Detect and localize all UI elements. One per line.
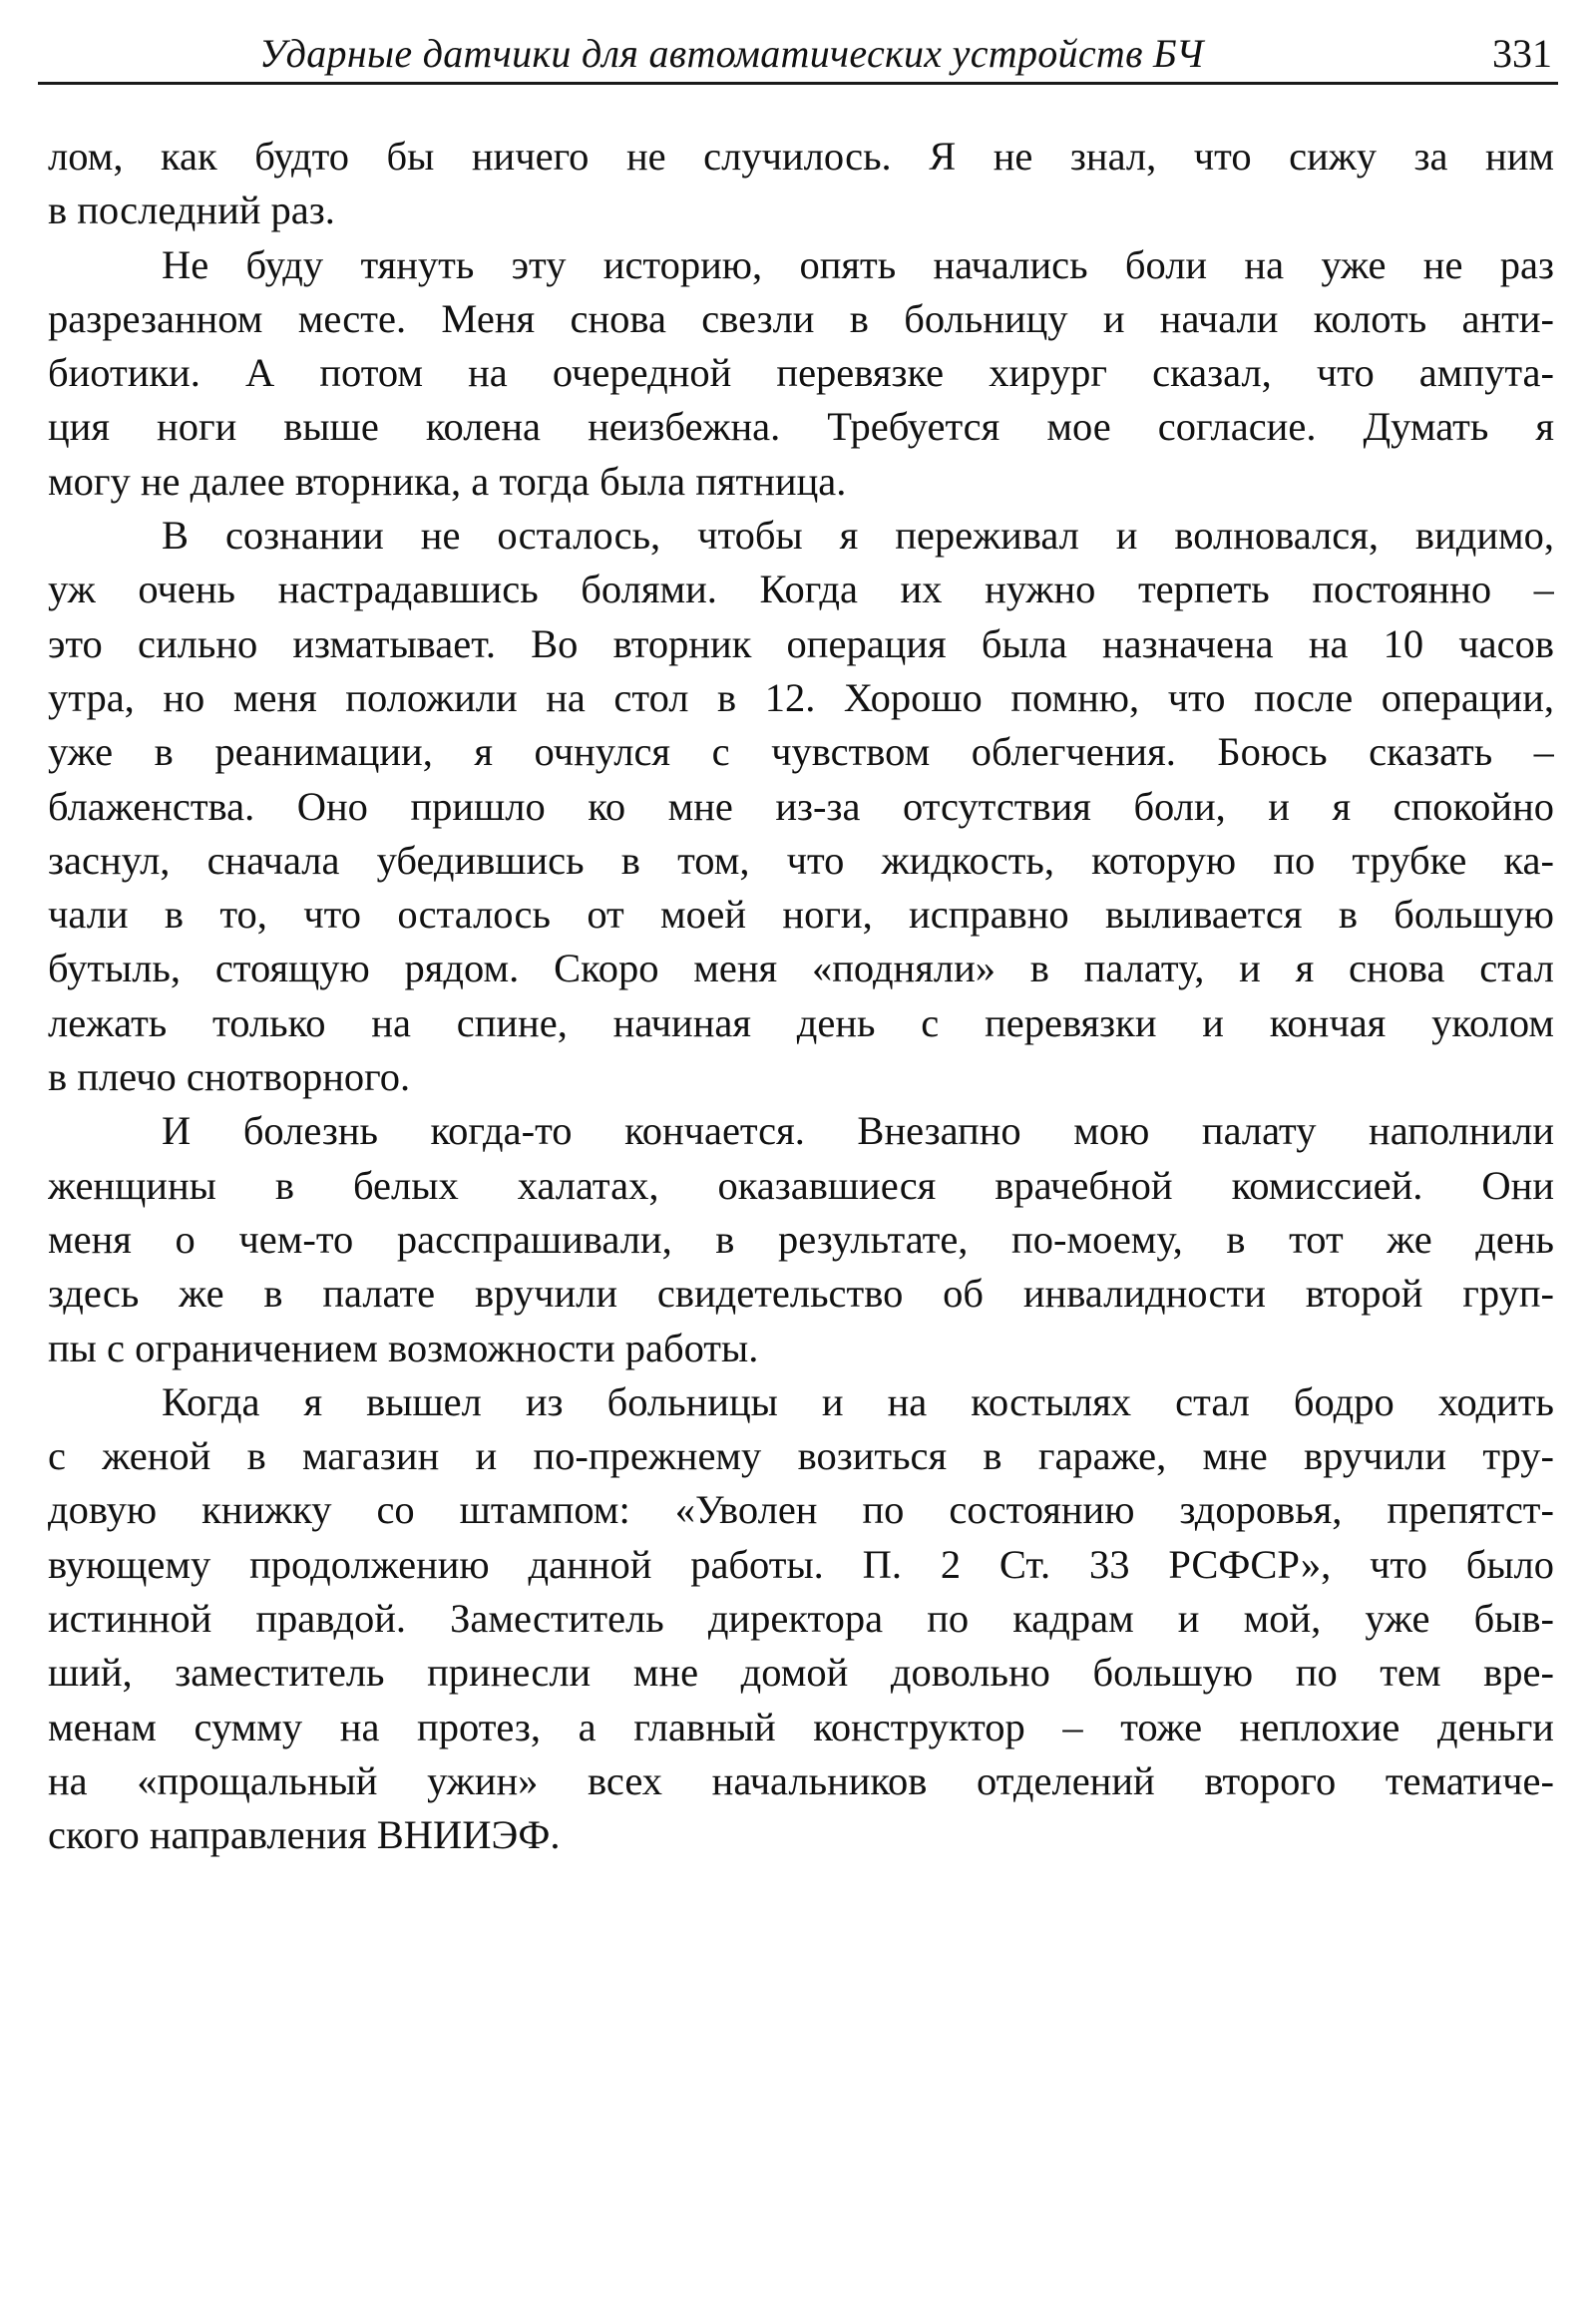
text-line: в последний раз.: [48, 188, 335, 233]
text-line: В сознании не осталось, чтобы я переживал и волновался, видимо,: [162, 513, 1554, 559]
text-line: истинной правдой. Заместитель директора по кадрам и мой, уже быв-: [48, 1596, 1554, 1642]
paragraph-2: [48, 238, 1554, 509]
text-line: довую книжку со штампом: «Уволен по состоянию здоровья, препятст-: [48, 1487, 1554, 1533]
text-line: Не буду тянуть эту историю, опять начались боли на уже не раз: [162, 241, 1554, 287]
text-line: ция ноги выше колена неизбежна. Требуется мое согласие. Думать я: [48, 404, 1554, 450]
text-line: уж очень настрадавшись болями. Когда их нужно терпеть постоянно –: [48, 567, 1554, 612]
text-line: ского направления ВНИИЭФ.: [48, 1812, 561, 1858]
body-text: [48, 130, 1554, 2274]
paragraph-4: [48, 1104, 1554, 1374]
text-line: вующему продолжению данной работы. П. 2 Ст. 33 РСФСР», что было: [48, 1541, 1554, 1587]
text-line: И болезнь когда-то кончается. Внезапно мою палату наполнили: [162, 1108, 1554, 1154]
text-line: блаженства. Оно пришло ко мне из-за отсутствия боли, и я спокойно: [48, 783, 1554, 829]
text-line: женщины в белых халатах, оказавшиеся врачебной комиссией. Они: [48, 1162, 1554, 1208]
text-line: чали в то, что осталось от моей ноги, исправно выливается в большую: [48, 892, 1554, 938]
text-line: утра, но меня положили на стол в 12. Хорошо помню, что после операции,: [48, 674, 1554, 720]
text-line: бутыль, стоящую рядом. Скоро меня «подняли» в палату, и я снова стал: [48, 946, 1554, 991]
text-line: это сильно изматывает. Во вторник операция была назначена на 10 часов: [48, 620, 1554, 666]
text-line: менам сумму на протез, а главный конструктор – тоже неплохие деньги: [48, 1704, 1554, 1749]
paragraph-1: [48, 130, 1554, 238]
text-line: здесь же в палате вручили свидетельство об инвалидности второй груп-: [48, 1271, 1554, 1317]
text-line: биотики. А потом на очередной перевязке хирург сказал, что ампута-: [48, 350, 1554, 396]
text-line: с женой в магазин и по-прежнему возиться в гараже, мне вручили тру-: [48, 1433, 1554, 1479]
text-line: уже в реанимации, я очнулся с чувством облегчения. Боюсь сказать –: [48, 729, 1554, 775]
paragraph-5: [48, 1375, 1554, 1863]
text-line: ший, заместитель принесли мне домой довольно большую по тем вре-: [48, 1650, 1554, 1696]
text-line: лом, как будто бы ничего не случилось. Я не знал, что сижу за ним: [48, 134, 1554, 179]
running-header: [38, 20, 1558, 85]
text-line: лежать только на спине, начиная день с перевязки и кончая уколом: [48, 999, 1554, 1045]
text-line: меня о чем-то расспрашивали, в результате, по-моему, в тот же день: [48, 1216, 1554, 1262]
text-line: в плечо снотворного.: [48, 1054, 411, 1100]
text-line: Когда я вышел из больницы и на костылях стал бодро ходить: [162, 1378, 1554, 1424]
running-title: Ударные датчики для автоматических устройств БЧ: [259, 31, 1204, 76]
text-line: на «прощальный ужин» всех начальников отделений второго тематиче-: [48, 1757, 1554, 1803]
text-line: пы с ограничением возможности работы.: [48, 1325, 759, 1370]
page-number: 331: [1492, 31, 1552, 76]
text-line: заснул, сначала убедившись в том, что жидкость, которую по трубке ка-: [48, 837, 1554, 883]
paragraph-3: [48, 509, 1554, 1104]
text-line: могу не далее вторника, а тогда была пятница.: [48, 458, 847, 504]
text-line: разрезанном месте. Меня снова свезли в больницу и начали колоть анти-: [48, 295, 1554, 341]
